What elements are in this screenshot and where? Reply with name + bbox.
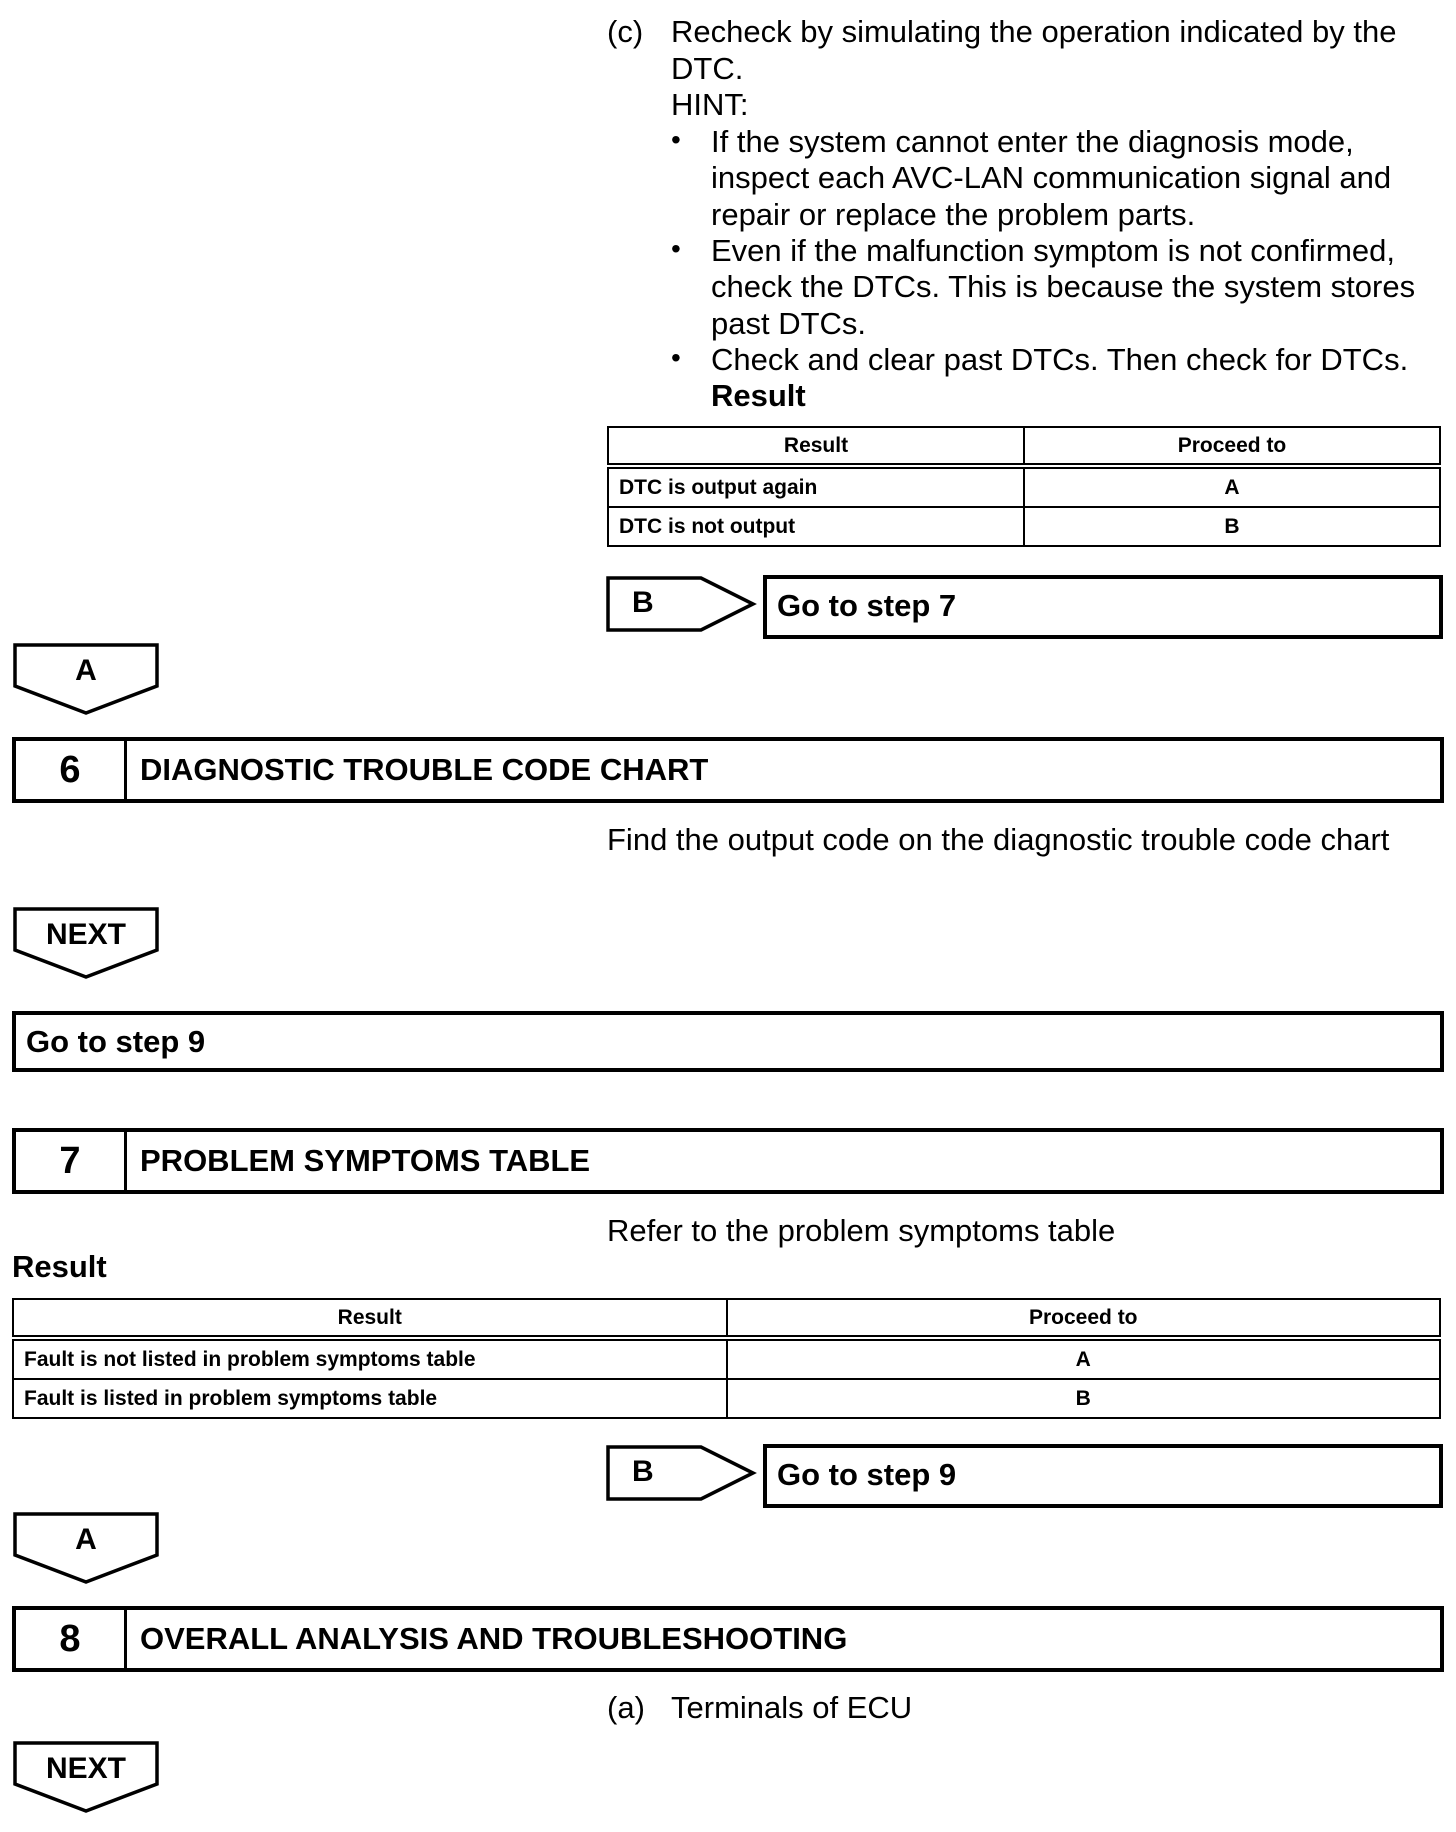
table-header: Proceed to (1024, 427, 1440, 466)
table-cell-proceed: B (727, 1379, 1441, 1418)
result-table-2 (12, 1298, 1441, 1419)
hint-bullet-2-line1: Even if the malfunction symptom is not confirmed, (711, 233, 1396, 268)
branch-b-label: B (632, 586, 654, 619)
branch-b-label: B (632, 1455, 654, 1488)
step-c-label: (c) (607, 14, 644, 49)
table-header: Proceed to (727, 1299, 1441, 1338)
step-number: 8 (16, 1610, 127, 1668)
bullet-icon: • (671, 342, 681, 373)
table-cell-proceed: A (1024, 466, 1440, 507)
step-7-header (12, 1128, 1444, 1194)
result-heading-2: Result (12, 1249, 107, 1284)
step-title: PROBLEM SYMPTOMS TABLE (140, 1143, 591, 1178)
goto-step-9-branch-box[interactable]: Go to step 9 (763, 1444, 1443, 1508)
hint-bullet-1-line2: inspect each AVC-LAN communication signal and (711, 160, 1392, 195)
bullet-icon: • (671, 124, 681, 155)
table-row (13, 1338, 1440, 1379)
table-cell-result: Fault is not listed in problem symptoms table (13, 1338, 727, 1379)
step-6-instruction: Find the output code on the diagnostic trouble code chart (607, 822, 1390, 857)
table-cell-proceed: A (727, 1338, 1441, 1379)
step-number: 7 (16, 1132, 127, 1190)
table-row (13, 1379, 1440, 1418)
branch-b-arrow-icon (605, 1443, 759, 1503)
result-heading-1: Result (711, 378, 806, 413)
table-header: Result (608, 427, 1024, 466)
table-row (608, 466, 1440, 507)
table-cell-result: Fault is listed in problem symptoms table (13, 1379, 727, 1418)
hint-bullet-1-line3: repair or replace the problem parts. (711, 197, 1196, 232)
step-8-sub-text: Terminals of ECU (671, 1690, 913, 1725)
step-8-sub-label: (a) (607, 1690, 645, 1725)
table-cell-proceed: B (1024, 507, 1440, 546)
step-c-line2: DTC. (671, 51, 744, 86)
hint-bullet-3: Check and clear past DTCs. Then check for DTCs. (711, 342, 1409, 377)
step-number: 6 (16, 741, 127, 799)
step-c-line1: Recheck by simulating the operation indicated by the (671, 14, 1397, 49)
step-8-header (12, 1606, 1444, 1672)
step-title: OVERALL ANALYSIS AND TROUBLESHOOTING (140, 1621, 848, 1656)
branch-b-arrow-icon (605, 574, 759, 634)
table-cell-result: DTC is output again (608, 466, 1024, 507)
table-row (608, 507, 1440, 546)
hint-bullet-2-line2: check the DTCs. This is because the system stores (711, 269, 1416, 304)
bullet-icon: • (671, 233, 681, 264)
hint-bullet-1-line1: If the system cannot enter the diagnosis mode, (711, 124, 1354, 159)
step-7-instruction: Refer to the problem symptoms table (607, 1213, 1116, 1248)
result-table-1 (607, 426, 1441, 547)
hint-bullet-2-line3: past DTCs. (711, 306, 867, 341)
next-label: NEXT (45, 918, 126, 951)
hint-label: HINT: (671, 87, 749, 122)
step-6-header (12, 737, 1444, 803)
table-header: Result (13, 1299, 727, 1338)
step-title: DIAGNOSTIC TROUBLE CODE CHART (140, 752, 709, 787)
goto-step-7-box[interactable]: Go to step 7 (763, 575, 1443, 639)
goto-step-9-box[interactable]: Go to step 9 (12, 1011, 1444, 1072)
branch-a-label: A (75, 654, 97, 687)
next-label: NEXT (45, 1752, 126, 1785)
branch-a-label: A (75, 1523, 97, 1556)
table-cell-result: DTC is not output (608, 507, 1024, 546)
